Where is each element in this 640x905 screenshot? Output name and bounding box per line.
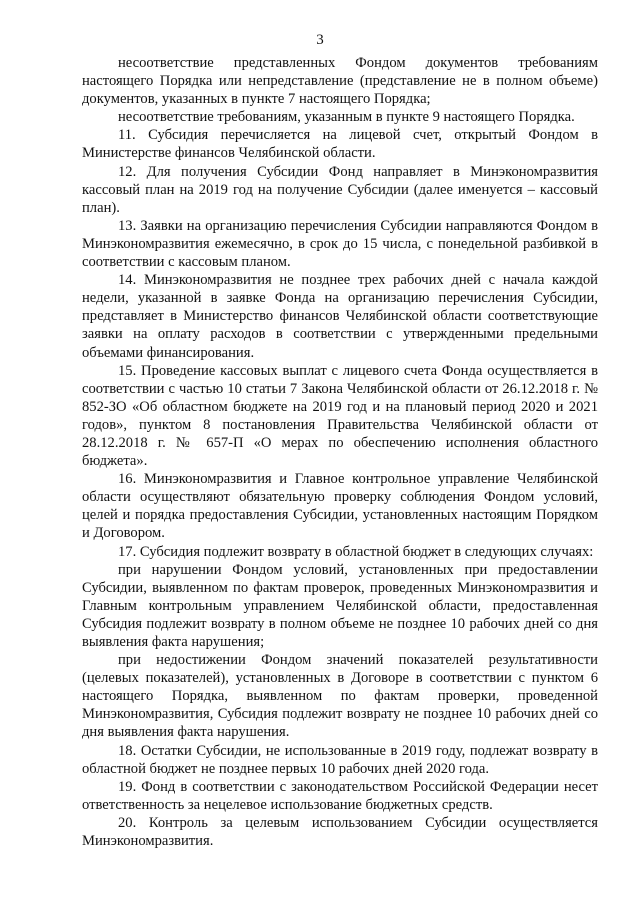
paragraph-item-11: 11. Субсидия перечисляется на лицевой счет, открытый Фондом в Министерстве финансов Челябинской области. [82, 127, 598, 162]
paragraph-item-19: 19. Фонд в соответствии с законодательством Российской Федерации несет ответственность за нецелевое использование бюджетных средств. [82, 778, 598, 813]
paragraph-requirements-mismatch: несоответствие требованиям, указанным в пункте 9 настоящего Порядка. [118, 109, 575, 126]
paragraph-item-12: 12. Для получения Субсидии Фонд направляет в Минэкономразвития кассовый план на 2019 год на получение Субсидии (далее именуется – кассовый план). [82, 163, 598, 216]
paragraph-item-20: 20. Контроль за целевым использованием Субсидии осуществляется Минэкономразвития. [82, 814, 598, 850]
paragraph-item-14: 14. Минэкономразвития не позднее трех рабочих дней с начала каждой недели, указанной в заявке Фонда на организацию перечисления Субсидии, представляет в Министерство финансов Челябинской области соответствующие заявки на оплату расходов в соответствии с утвержденными предельными объемами финансирования. [82, 272, 598, 361]
paragraph-item-18: 18. Остатки Субсидии, не использованные в 2019 году, подлежат возврату в областной бюджет не позднее первых 10 рабочих дней 2020 года. [82, 742, 598, 777]
paragraph-item-15: 15. Проведение кассовых выплат с лицевого счета Фонда осуществляется в соответствии с частью 10 статьи 7 Закона Челябинской области от 26.12.2018 г. № 852-ЗО «Об областном бюджете на 2019 год и на плановый период 2020 и 2021 годов», пунктом 8 постановления Правительства Челябинской области от 28.12.2018 г. № 657-П «О мерах по обеспечению исполнения областного бюджета». [82, 362, 598, 470]
page-number: 3 [316, 32, 324, 48]
document-body [82, 54, 598, 850]
paragraph-item-17-case-violation: при нарушении Фондом условий, установленных при предоставлении Субсидии, выявленном по фактам проверок, проведенных Минэкономразвития и Главным контрольным управлением Челябинской области, предоставленная Субсидия подлежит возврату в полном объеме не позднее 10 рабочих дней со дня выявления факта нарушения; [82, 561, 598, 650]
paragraph-item-17: 17. Субсидия подлежит возврату в областной бюджет в следующих случаях: [118, 543, 594, 560]
paragraph-documents-mismatch: несоответствие представленных Фондом документов требованиям настоящего Порядка или непредставление (представление не в полном объеме) документов, указанных в пункте 7 настоящего Порядка; [82, 55, 598, 108]
paragraph-item-16: 16. Минэкономразвития и Главное контрольное управление Челябинской области осуществляют обязательную проверку соблюдения Фондом условий, целей и порядка предоставления Субсидии, установленных настоящим Порядком и Договором. [82, 471, 598, 542]
paragraph-item-13: 13. Заявки на организацию перечисления Субсидии направляются Фондом в Минэкономразвития ежемесячно, в срок до 15 числа, с понедельной разбивкой в соответствии с кассовым планом. [82, 217, 598, 271]
paragraph-item-17-case-targets: при недостижении Фондом значений показателей результативности (целевых показателей), установленных в Договоре в соответствии с пунктом 6 настоящего Порядка, выявленном по фактам проверки, проведенной Минэкономразвития, Субсидия подлежит возврату не позднее 10 рабочих дней со дня выявления факта нарушения. [82, 652, 598, 741]
